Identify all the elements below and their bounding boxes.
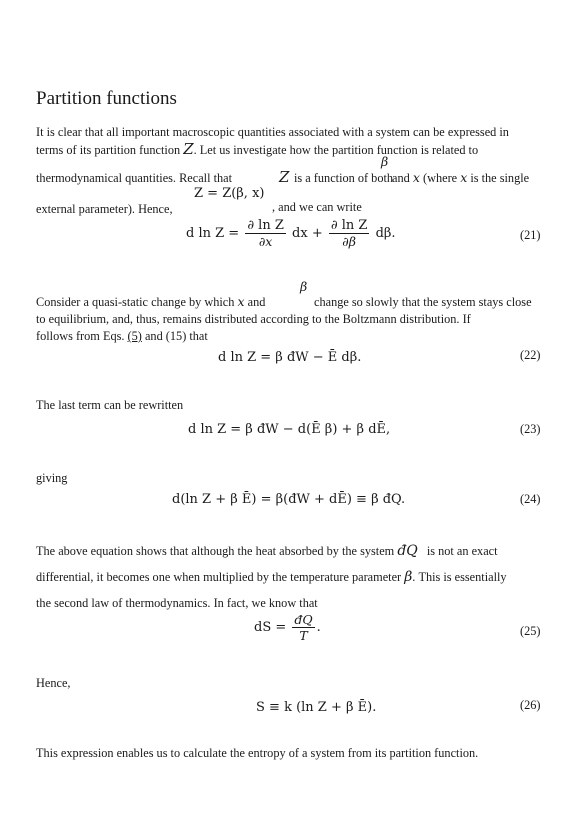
eq21-frac1 [245, 218, 286, 249]
para1-line2-text-b: . Let us investigate how the partition function is related to [193, 143, 479, 157]
symbol-beta: β [404, 569, 413, 585]
eq23-number: (23) [520, 422, 541, 436]
eq26-number: (26) [520, 698, 541, 712]
symbol-Z: Z [183, 140, 194, 158]
para5-line2-b: . This is essentially [412, 570, 507, 584]
para2-line1c: change so slowly that the system stays close [314, 295, 532, 309]
eq21-end: dβ. [375, 226, 396, 241]
page-title: Partition functions [36, 88, 177, 109]
equation-22: d ln Z = β đW − Ē dβ. [218, 350, 362, 365]
para2-line2: to equilibrium, and, thus, remains distributed according to the Boltzmann distribution. If [36, 312, 471, 326]
para1-line2 [36, 141, 478, 158]
para1-line2-text: terms of its partition function [36, 143, 181, 157]
equation-26: S ≡ k (ln Z + β Ē). [256, 700, 377, 715]
eq22-number: (22) [520, 348, 541, 362]
eq24-number: (24) [520, 492, 541, 506]
para5-line1-a: The above equation shows that although the heat absorbed by the system [36, 544, 395, 558]
para1-line3b: is a function of both [294, 171, 394, 185]
eq21-lhs: d ln Z = [186, 226, 240, 241]
eq-ref-link[interactable]: (5) [127, 329, 142, 343]
para5-line1 [36, 543, 498, 559]
eq25-frac [292, 612, 314, 643]
beta-symbol-floating: β [381, 154, 389, 169]
equation-23: d ln Z = β đW − d(Ē β) + β dĒ, [188, 422, 391, 437]
symbol-x-3: x [237, 294, 245, 309]
para2-line1-b: and [247, 295, 266, 309]
para5-line2 [36, 569, 507, 585]
para2-line1-a: Consider a quasi-static change by which [36, 295, 235, 309]
para1-line4a: external parameter). Hence, [36, 202, 173, 216]
para4: giving [36, 471, 68, 485]
equation-24: d(ln Z + β Ē) = β(đW + dĒ) ≡ β đQ. [172, 492, 406, 507]
symbol-x-2: x [460, 170, 468, 185]
symbol-x: x [412, 170, 420, 185]
eq25-end: . [316, 620, 321, 635]
symbol-dQ: đQ [397, 543, 418, 559]
eq25-number: (25) [520, 624, 541, 638]
para1-line4b: , and we can write [272, 200, 362, 214]
para5-line3: the second law of thermodynamics. In fact, we know that [36, 596, 318, 610]
para7: This expression enables us to calculate the entropy of a system from its partition function. [36, 746, 479, 760]
symbol-Z-2: Z [279, 168, 290, 186]
para2-line3-a: follows from Eqs. [36, 329, 125, 343]
para1-line1: It is clear that all important macroscopic quantities associated with a system can be expressed in [36, 125, 509, 139]
para5-line2-a: differential, it becomes one when multiplied by the temperature parameter [36, 570, 402, 584]
eq21-number: (21) [520, 228, 541, 242]
beta-symbol-floating-2: β [300, 279, 308, 294]
single-word: is the single [470, 171, 530, 185]
equation-25 [254, 612, 321, 643]
eq21-frac1-den: ∂x [258, 234, 273, 249]
eq25-lhs: dS = [254, 620, 287, 635]
eq21-frac2 [329, 218, 370, 249]
eq21-mid: dx + [292, 226, 323, 241]
equation-21 [186, 218, 396, 249]
para2-line1 [36, 294, 265, 310]
and-word: and [392, 171, 410, 185]
para6: Hence, [36, 676, 71, 690]
para1-line3c [392, 170, 529, 186]
eq25-num: đQ [294, 612, 313, 627]
eq25-den: T [299, 628, 308, 643]
eq21-frac2-num: ∂ ln Z [330, 218, 368, 233]
para5-line1-b: is not an exact [426, 544, 498, 558]
Z-definition: Z = Z(β, x) [194, 186, 265, 201]
eq21-frac2-den: ∂β [342, 234, 356, 249]
para2-line3-b: and (15) that [144, 329, 208, 343]
para2-line3 [36, 328, 208, 344]
eq21-frac1-num: ∂ ln Z [247, 218, 284, 233]
where-word: (where [422, 171, 458, 185]
para3: The last term can be rewritten [36, 398, 184, 412]
para1-line3a: thermodynamical quantities. Recall that [36, 171, 233, 185]
